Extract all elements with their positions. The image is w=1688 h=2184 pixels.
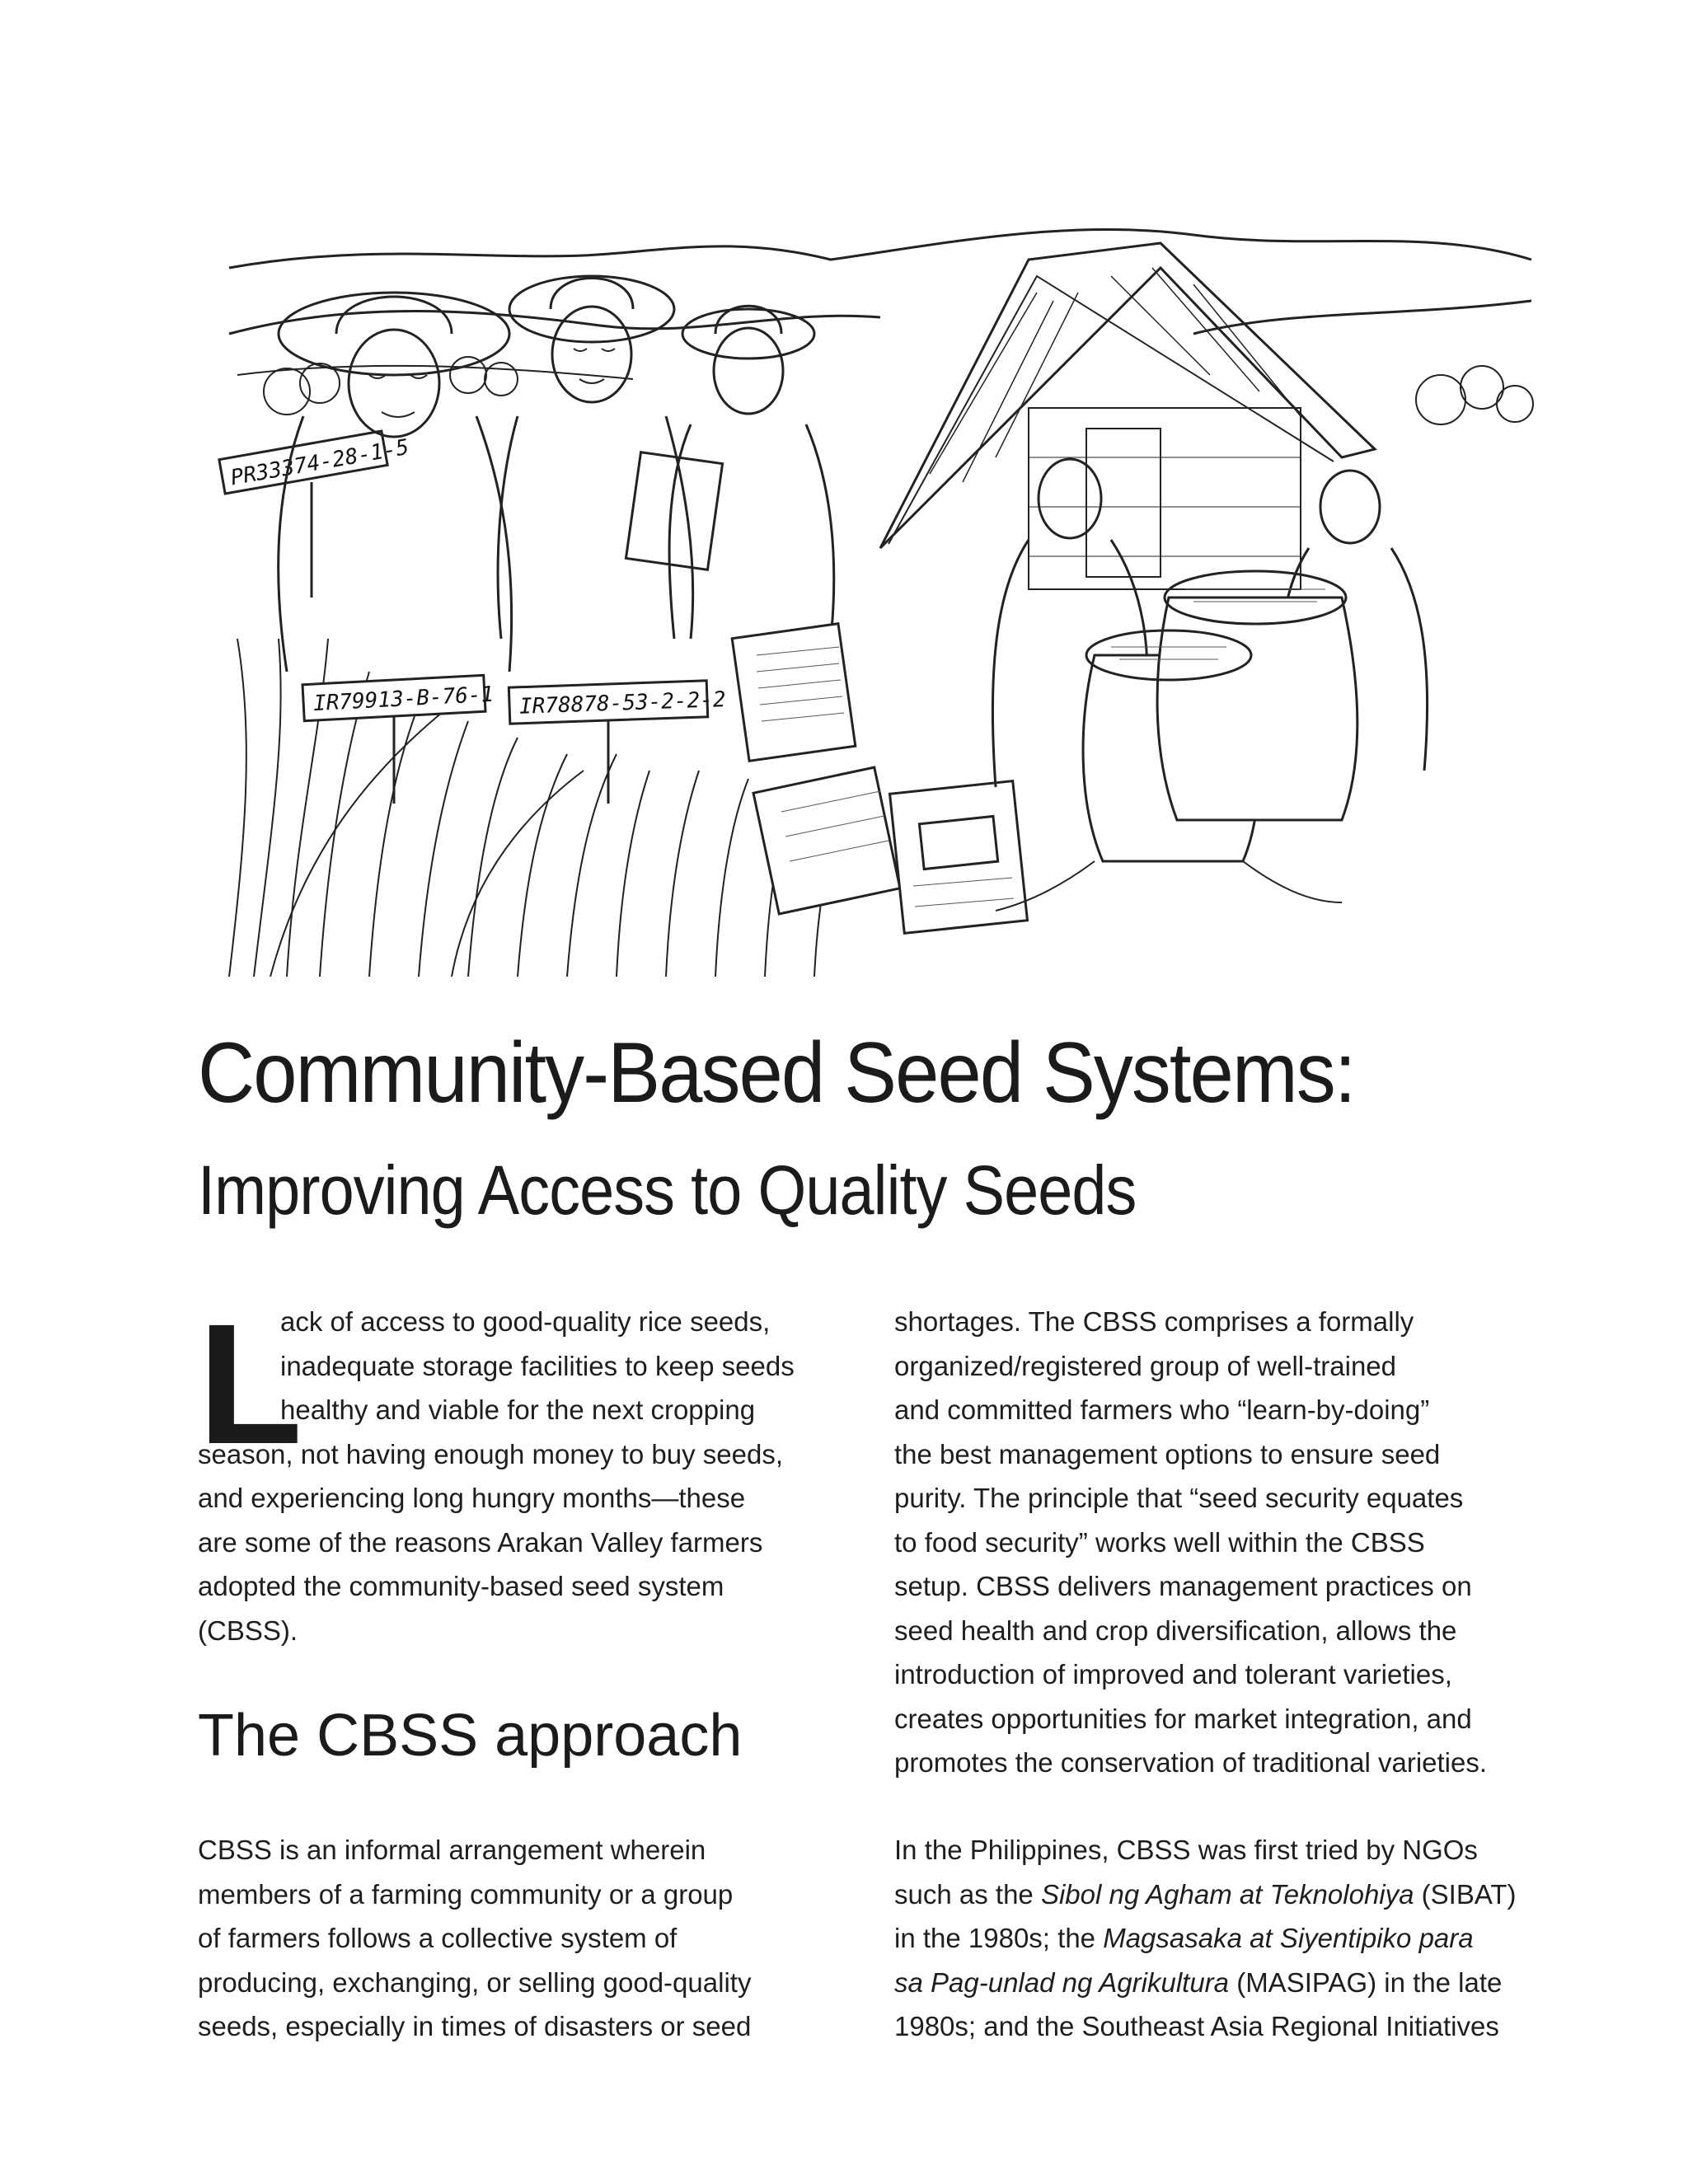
paragraph-line: to food security” works well within the CBSS [894,1526,1425,1558]
page-title: Community-Based Seed Systems: [198,1025,1355,1121]
intro-line: season, not having enough money to buy seeds, [198,1438,783,1469]
paragraph-line: seeds, especially in times of disasters or seed [198,2011,752,2041]
page-subtitle: Improving Access to Quality Seeds [198,1151,1137,1229]
plaque-label-3: IR78878-53-2-2-2 [518,687,726,719]
intro-line: healthy and viable for the next cropping [280,1394,756,1425]
section-heading: The CBSS approach [198,1703,743,1769]
org-name-sibat: Sibol ng Agham at Teknolohiya [1040,1878,1414,1910]
farmers-illustration [204,210,1538,977]
intro-line: inadequate storage facilities to keep seeds [280,1350,795,1381]
paragraph-line: purity. The principle that “seed security equates [894,1483,1464,1513]
paragraph-line: the best management options to ensure seed [894,1438,1441,1469]
paragraph-line: organized/registered group of well-trained [894,1350,1397,1381]
paragraph-line: and committed farmers who “learn-by-doing” [894,1394,1430,1425]
text-run: in the 1980s; the [894,1923,1104,1953]
text-run: (SIBAT) [1414,1878,1517,1910]
intro-line: adopted the community-based seed system [198,1571,724,1601]
cbss-definition-paragraph [198,1828,849,2049]
text-run: (MASIPAG) in the late [1229,1966,1503,1998]
intro-line: and experiencing long hungry months—these [198,1483,746,1513]
paragraph-line: seed health and crop diversification, allows the [894,1615,1457,1646]
org-name-masipag-part2: sa Pag-unlad ng Agrikultura [894,1966,1230,1998]
paragraph-line: CBSS is an informal arrangement wherein [198,1835,706,1865]
paragraph-line: 1980s; and the Southeast Asia Regional Initiatives [894,2011,1499,2041]
text-run: such as the [894,1878,1041,1910]
paragraph-line [894,1916,1554,1961]
drop-cap: L [198,1289,303,1480]
plaque-label-2: IR79913-B-76-1 [312,682,495,717]
intro-paragraph [198,1289,849,1652]
paragraph-line: producing, exchanging, or selling good-quality [198,1966,752,1998]
intro-line: (CBSS). [198,1615,298,1646]
paragraph-line: introduction of improved and tolerant varieties, [894,1659,1452,1690]
paragraph-line: shortages. The CBSS comprises a formally [894,1306,1414,1337]
paragraph-line: creates opportunities for market integration, and [894,1703,1472,1734]
intro-line: are some of the reasons Arakan Valley farmers [198,1526,763,1558]
paragraph-line [894,1872,1554,1917]
philippines-history-paragraph [894,1828,1554,2049]
paragraph-line: In the Philippines, CBSS was first tried by NGOs [894,1835,1478,1865]
org-name-masipag-part1: Magsasaka at Siyentipiko para [1103,1923,1474,1953]
cbss-description-paragraph [894,1300,1554,1785]
plaque-label-1: PR33374-28-1-5 [228,434,411,491]
paragraph-line: members of a farming community or a group [198,1878,734,1910]
paragraph-line: setup. CBSS delivers management practices on [894,1571,1472,1601]
intro-line: ack of access to good-quality rice seeds, [280,1306,771,1337]
paragraph-line: promotes the conservation of traditional varieties. [894,1747,1488,1778]
paragraph-line [894,1961,1554,2005]
paragraph-line: of farmers follows a collective system of [198,1923,678,1953]
